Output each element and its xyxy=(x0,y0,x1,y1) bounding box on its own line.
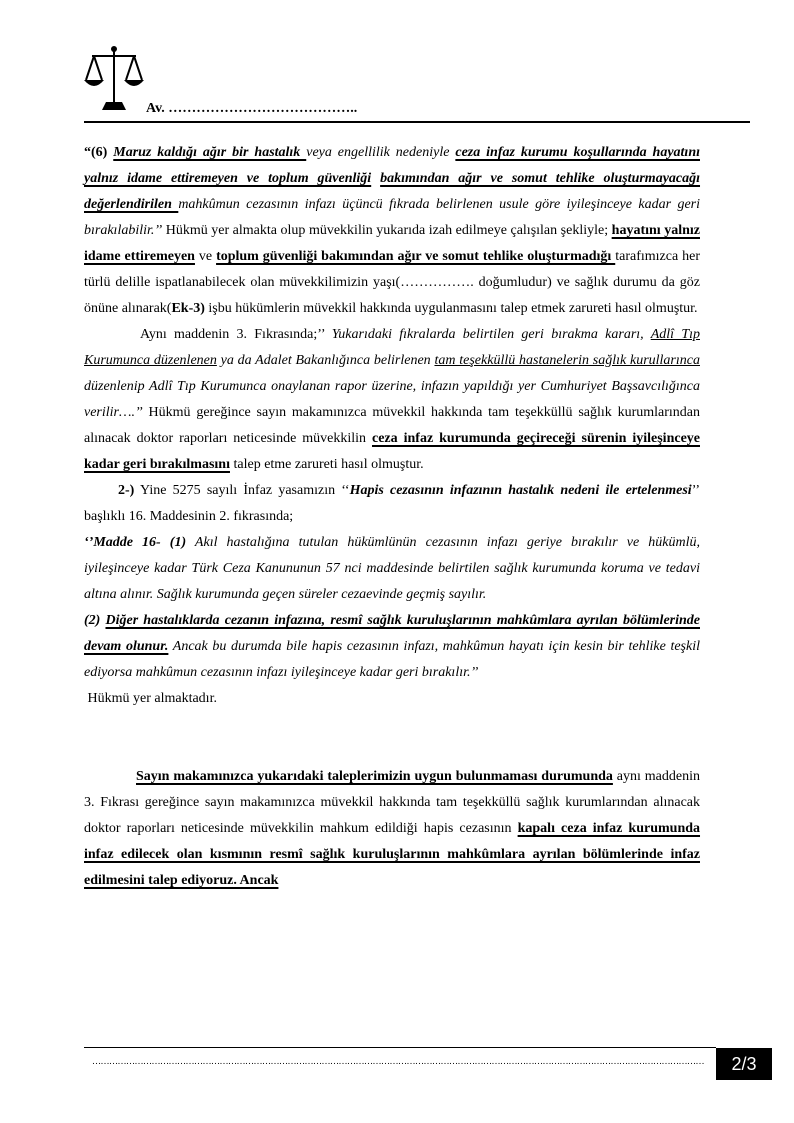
footer-divider xyxy=(84,1047,716,1048)
paragraph-item-2: 2-) Yine 5275 sayılı İnfaz yasamızın ‘‘Hapis cezasının infazının hastalık nedeni ile ertelenmesi’’ başlıklı 16. Maddesinin 2. fıkrasında; xyxy=(84,483,700,524)
paragraph-article-6: “(6) Maruz kaldığı ağır bir hastalık veya engellilik nedeniyle ceza infaz kurumu koşullarında hayatını yalnız idame ettiremeyen ve toplum güvenliği bakımından ağır ve somut tehlike oluşturmayacağı değerlendirilen mahkûmun cezasının infazı üçüncü fıkrada belirlenen usule göre iyileşinceye kadar geri bırakılabilir.’’ Hükmü yer almakta olup müvekkilin yukarıda izah edilmeye çalışılan şekliyle; hayatını yalnız idame ettiremeyen ve toplum güvenliği bakımından ağır ve somut tehlike oluşturmadığı tarafımızca her türlü delille ispatlanabilecek olan müvekkilimizin yaşı(……………. doğumludur) ve sağlık durumu da göz önüne alınarak(Ek-3) işbu hükümlerin müvekkil hakkında uygulanmasını talep etmek zarureti hasıl olmuştur. xyxy=(84,145,701,316)
lawyer-header-title: Av. ………………………………….. xyxy=(146,101,358,116)
petition-body xyxy=(84,140,700,894)
footer-dots: ……………………………………………………………………………………………………………………………………………………………………………………………… xyxy=(92,1056,704,1066)
paragraph-provision-note: Hükmü yer almaktadır. xyxy=(87,691,217,706)
page-number: 2/3 xyxy=(716,1048,772,1080)
paragraph-madde-16-2: (2) Diğer hastalıklarda cezanın infazına, resmî sağlık kuruluşlarının mahkûmlara ayrılan bölümlerinde devam olunur. Ancak bu durumda bile hapis cezasının infazı, mahkûmun hayatı için kesin bir tehlike teşkil ediyorsa mahkûmun cezasının infazı iyileşinceye kadar geri bırakılır.’’ xyxy=(84,613,701,680)
paragraph-madde-16-1: ‘’Madde 16- (1) Akıl hastalığına tutulan hükümlünün cezasının infazı geriye bırakılır ve hükümlü, iyileşinceye kadar Türk Ceza Kanununun 57 nci maddesinde belirtilen sağlık kurumunda koruma ve tedavi altına alınır. Sağlık kurumunda geçen süreler cezaevinde geçmiş sayılır. xyxy=(84,535,700,602)
header-divider xyxy=(84,121,750,123)
scales-of-justice-icon xyxy=(82,44,146,114)
paragraph-alternative-request: Sayın makamınızca yukarıdaki taleplerimizin uygun bulunmaması durumunda aynı maddenin 3. Fıkrası gereğince sayın makamınızca müvekkil hakkında tam teşekküllü sağlık kurumlarından alınacak doktor raporları neticesinde müvekkilin mahkum edildiği hapis cezasının kapalı ceza infaz kurumunda infaz edilecek olan kısmının resmî sağlık kuruluşlarının mahkûmlara ayrılan bölümlerinde infaz edilmesini talep ediyoruz. Ancak xyxy=(84,769,701,888)
paragraph-article-3: Aynı maddenin 3. Fıkrasında;’’ Yukarıdaki fıkralarda belirtilen geri bırakma kararı, Adlî Tıp Kurumunca düzenlenen ya da Adalet Bakanlığınca belirlenen tam teşekküllü hastanelerin sağlık kurullarınca düzenlenip Adlî Tıp Kurumunca onaylanan rapor üzerine, infazın yapıldığı yer Cumhuriyet Başsavcılığınca verilir….’’ Hükmü gereğince sayın makamınızca müvekkil hakkında tam teşekküllü sağlık kurumlarından alınacak doktor raporları neticesinde müvekkilin ceza infaz kurumunda geçireceği sürenin iyileşinceye kadar geri bırakılmasını talep etme zarureti hasıl olmuştur. xyxy=(84,327,700,472)
